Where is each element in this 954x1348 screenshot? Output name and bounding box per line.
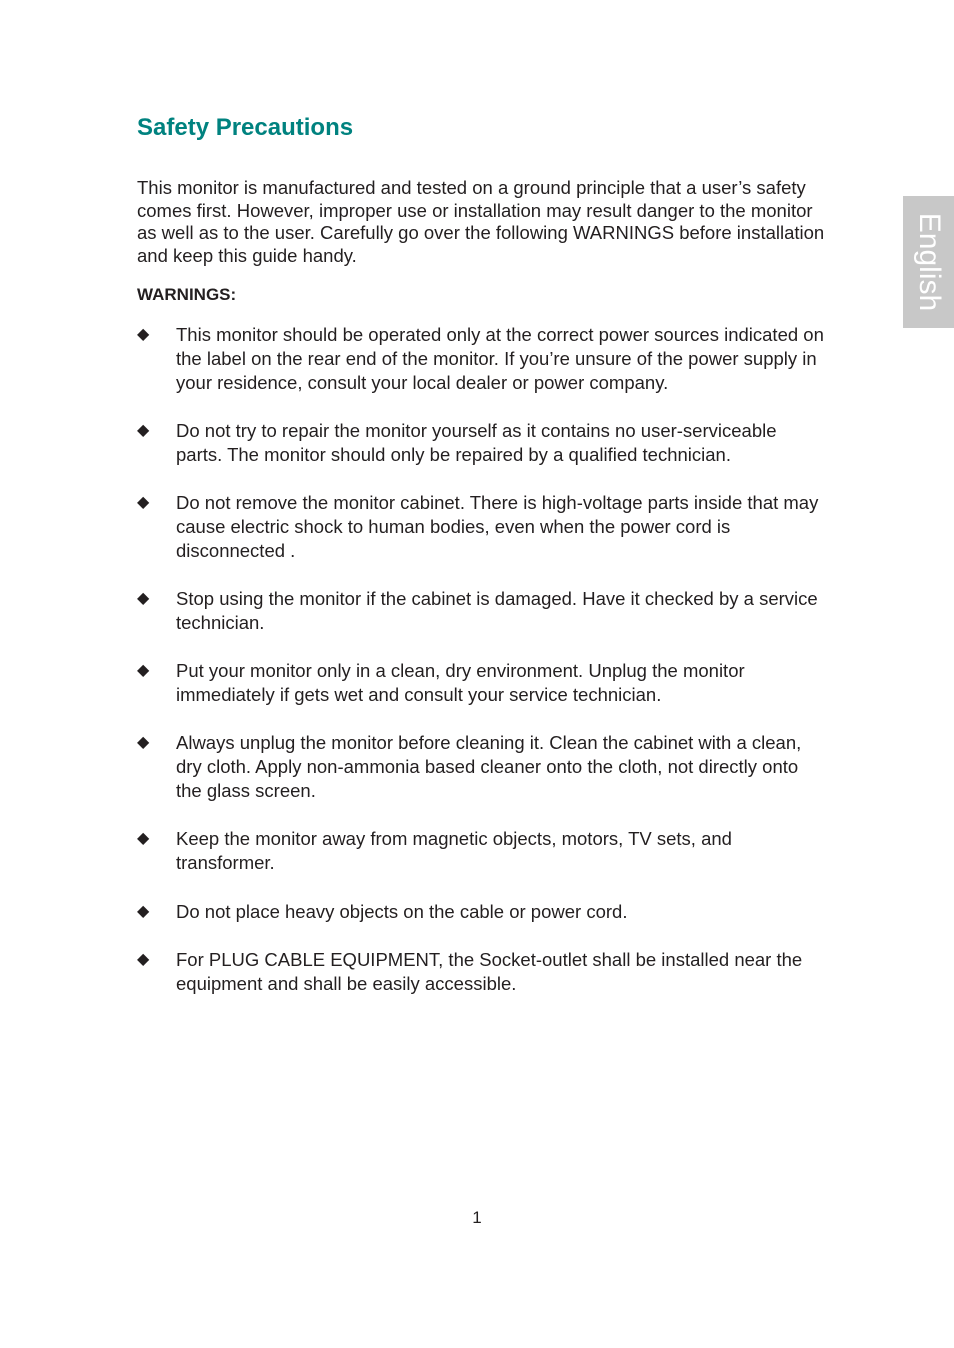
warnings-heading: WARNINGS: [137, 285, 237, 304]
warning-text: This monitor should be operated only at the correct power sources indicated on the label on the rear end of the monitor. If you’re unsure of the power supply in your residence, consult your local dealer or power company. [176, 324, 824, 393]
warning-item [137, 900, 827, 924]
warning-item [137, 491, 827, 563]
diamond-bullet-icon: ◆ [137, 903, 150, 920]
warning-item [137, 659, 827, 707]
diamond-bullet-icon: ◆ [137, 662, 150, 679]
warning-item [137, 419, 827, 467]
language-side-tab [903, 196, 954, 328]
page-title: Safety Precautions [137, 114, 354, 141]
warning-text: Do not place heavy objects on the cable or power cord. [176, 901, 628, 922]
diamond-bullet-icon: ◆ [137, 590, 150, 607]
warning-item [137, 323, 827, 395]
page-number: 1 [472, 1208, 482, 1227]
warnings-list [137, 323, 827, 996]
diamond-bullet-icon: ◆ [137, 951, 150, 968]
warning-text: For PLUG CABLE EQUIPMENT, the Socket-outlet shall be installed near the equipment and shall be easily accessible. [176, 949, 803, 994]
warning-text: Put your monitor only in a clean, dry environment. Unplug the monitor immediately if gets wet and consult your service technician. [176, 660, 745, 705]
language-side-tab-label: English [912, 212, 946, 312]
intro-paragraph: This monitor is manufactured and tested on a ground principle that a user’s safety comes first. However, improper use or installation may result danger to the monitor as well as to the user. Carefully go over the following WARNINGS before installation and keep this guide handy. [137, 177, 825, 266]
warning-text: Always unplug the monitor before cleaning it. Clean the cabinet with a clean, dry cloth. Apply non-ammonia based cleaner onto the cloth, not directly onto the glass screen. [176, 732, 802, 801]
warning-item [137, 587, 827, 635]
warning-text: Keep the monitor away from magnetic objects, motors, TV sets, and transformer. [176, 828, 732, 873]
warning-text: Do not remove the monitor cabinet. There is high-voltage parts inside that may cause electric shock to human bodies, even when the power cord is disconnected . [176, 492, 819, 561]
warning-text: Do not try to repair the monitor yourself as it contains no user-serviceable parts. The monitor should only be repaired by a qualified technician. [176, 420, 777, 465]
warning-item [137, 731, 827, 803]
diamond-bullet-icon: ◆ [137, 326, 150, 343]
warning-item [137, 948, 827, 996]
warning-text: Stop using the monitor if the cabinet is damaged. Have it checked by a service technician. [176, 588, 818, 633]
warning-item [137, 827, 827, 875]
diamond-bullet-icon: ◆ [137, 494, 150, 511]
diamond-bullet-icon: ◆ [137, 830, 150, 847]
diamond-bullet-icon: ◆ [137, 422, 150, 439]
diamond-bullet-icon: ◆ [137, 734, 150, 751]
